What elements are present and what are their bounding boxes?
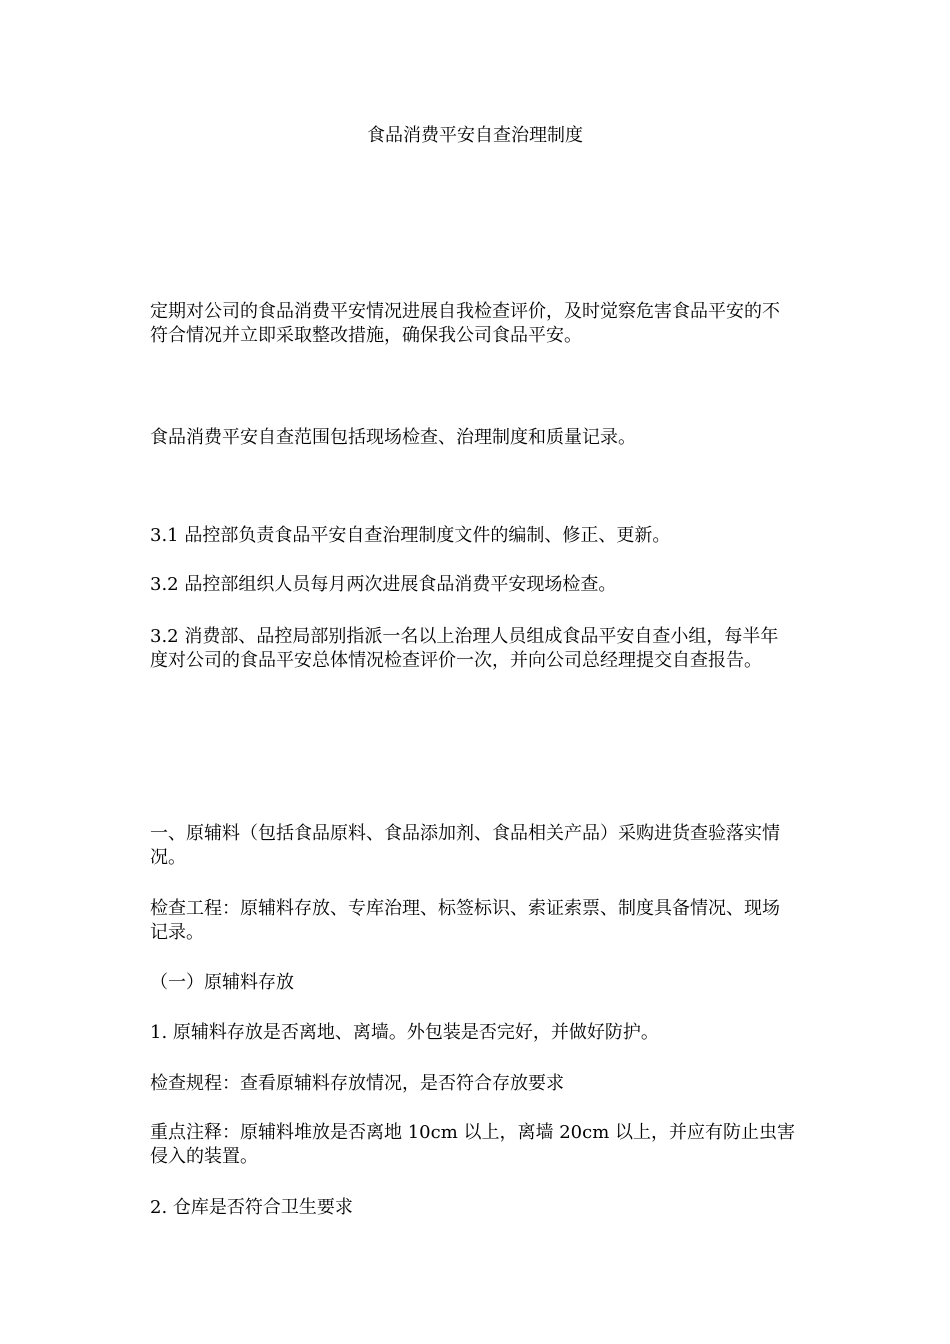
paragraph-key-note: 重点注释：原辅料堆放是否离地 10cm 以上，离墙 20cm 以上，并应有防止虫害侵入的装置。 [150, 1122, 795, 1167]
paragraph-duty-3-2b: 3.2 消费部、品控局部别指派一名以上治理人员组成食品平安自查小组，每半年度对公司的食品平安总体情况检查评价一次，并向公司总经理提交自查报告。 [150, 626, 779, 671]
paragraph-check-items: 检查工程：原辅料存放、专库治理、标签标识、索证索票、制度具备情况、现场记录。 [150, 898, 780, 943]
paragraph-duty-3-2a: 3.2 品控部组织人员每月两次进展食品消费平安现场检查。 [150, 574, 617, 595]
paragraph-item-1: 1. 原辅料存放是否离地、离墙。外包装是否完好，并做好防护。 [150, 1022, 659, 1043]
paragraph-item-2: 2. 仓库是否符合卫生要求 [150, 1197, 353, 1218]
document-title: 食品消费平安自查治理制度 [367, 125, 583, 146]
paragraph-subsection-storage: （一）原辅料存放 [150, 972, 294, 993]
paragraph-scope: 食品消费平安自查范围包括现场检查、治理制度和质量记录。 [150, 427, 636, 448]
paragraph-check-procedure: 检查规程：查看原辅料存放情况，是否符合存放要求 [150, 1073, 564, 1094]
paragraph-purpose: 定期对公司的食品消费平安情况进展自我检查评价，及时觉察危害食品平安的不符合情况并立即采取整改措施，确保我公司食品平安。 [150, 301, 780, 346]
paragraph-duty-3-1: 3.1 品控部负责食品平安自查治理制度文件的编制、修正、更新。 [150, 525, 671, 546]
paragraph-section-one: 一、原辅料（包括食品原料、食品添加剂、食品相关产品）采购进货查验落实情况。 [150, 823, 780, 868]
